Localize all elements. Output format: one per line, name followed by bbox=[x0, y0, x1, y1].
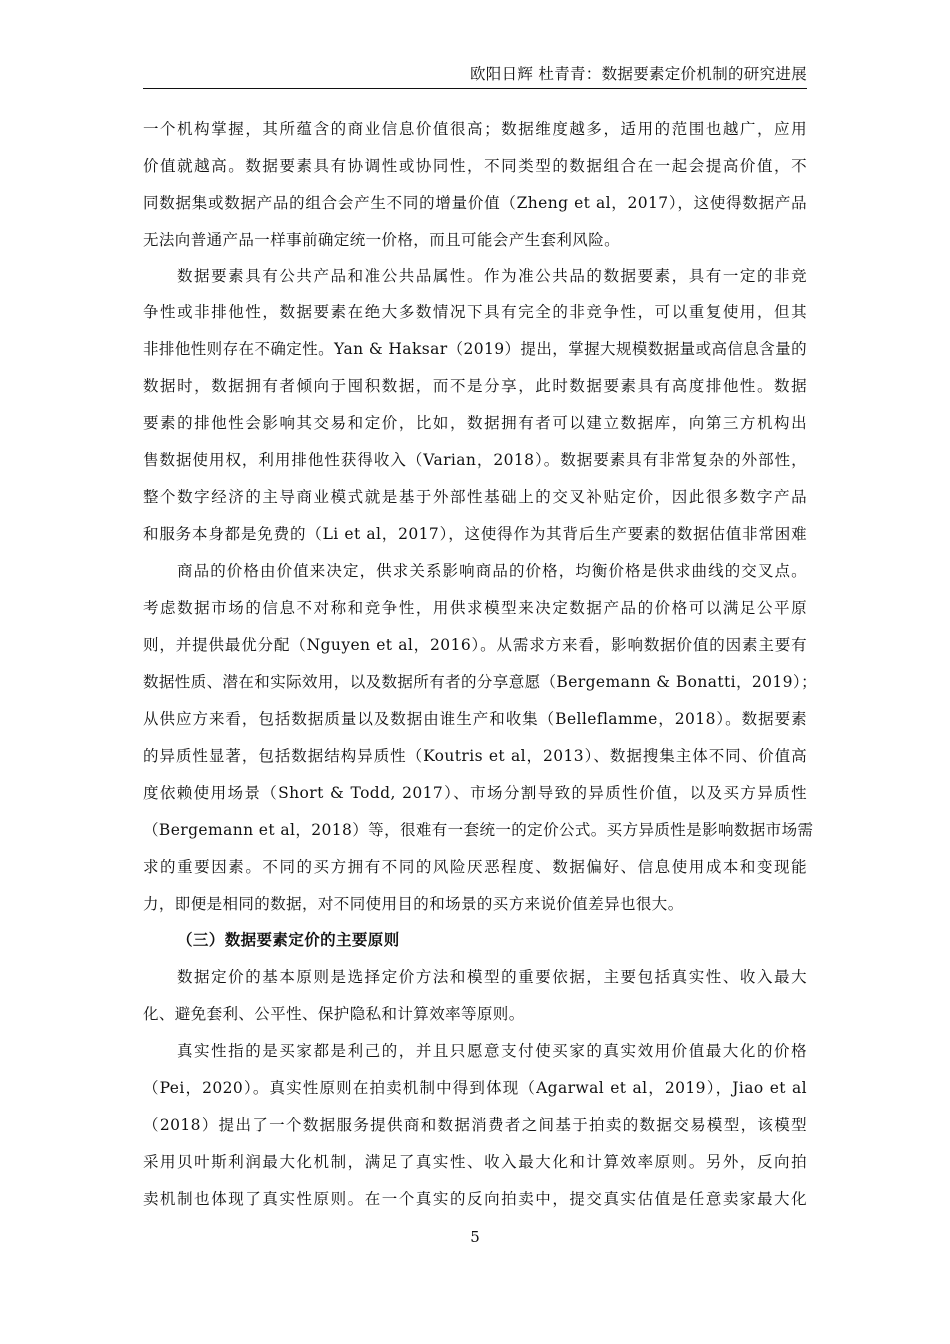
body-line: 售数据使用权，利用排他性获得收入（Varian，2018）。数据要素具有非常复杂的外部性， bbox=[143, 451, 807, 469]
body-line: （Bergemann et al，2018）等，很难有一套统一的定价公式。买方异质性是影响数据市场需 bbox=[143, 821, 814, 839]
body-line: 商品的价格由价值来决定，供求关系影响商品的价格，均衡价格是供求曲线的交叉点。 bbox=[177, 562, 807, 580]
body-line: 化、避免套利、公平性、保护隐私和计算效率等原则。 bbox=[143, 1005, 525, 1023]
body-line: 数据性质、潜在和实际效用，以及数据所有者的分享意愿（Bergemann & Bonatti，2019）； bbox=[143, 673, 817, 691]
body-line: 则，并提供最优分配（Nguyen et al，2016）。从需求方来看，影响数据价值的因素主要有 bbox=[143, 636, 807, 654]
body-line: 数据定价的基本原则是选择定价方法和模型的重要依据，主要包括真实性、收入最大 bbox=[177, 968, 807, 986]
body-line: 真实性指的是买家都是利己的，并且只愿意支付使买家的真实效用价值最大化的价格 bbox=[177, 1042, 807, 1060]
running-header: 欧阳日辉 杜青青：数据要素定价机制的研究进展 bbox=[469, 65, 807, 83]
body-line: 整个数字经济的主导商业模式就是基于外部性基础上的交叉补贴定价，因此很多数字产品 bbox=[143, 488, 807, 506]
body-line: 数据时，数据拥有者倾向于囤积数据，而不是分享，此时数据要素具有高度排他性。数据 bbox=[143, 377, 807, 395]
body-line: 价值就越高。数据要素具有协调性或协同性，不同类型的数据组合在一起会提高价值，不 bbox=[143, 157, 807, 175]
body-line: 非排他性则存在不确定性。Yan & Haksar（2019）提出，掌握大规模数据量或高信息含量的 bbox=[143, 340, 807, 358]
body-line: （2018）提出了一个数据服务提供商和数据消费者之间基于拍卖的数据交易模型，该模型 bbox=[143, 1116, 807, 1134]
body-line: 无法向普通产品一样事前确定统一价格，而且可能会产生套利风险。 bbox=[143, 231, 621, 249]
body-line: 和服务本身都是免费的（Li et al，2017），这使得作为其背后生产要素的数据估值非常困难 bbox=[143, 525, 807, 543]
body-line: 采用贝叶斯利润最大化机制，满足了真实性、收入最大化和计算效率原则。另外，反向拍 bbox=[143, 1153, 807, 1171]
body-line: 争性或非排他性，数据要素在绝大多数情况下具有完全的非竞争性，可以重复使用，但其 bbox=[143, 303, 807, 321]
body-line: 考虑数据市场的信息不对称和竞争性，用供求模型来决定数据产品的价格可以满足公平原 bbox=[143, 599, 807, 617]
body-line: 从供应方来看，包括数据质量以及数据由谁生产和收集（Belleflamme，2018）。数据要素 bbox=[143, 710, 807, 728]
body-line: 同数据集或数据产品的组合会产生不同的增量价值（Zheng et al，2017），这使得数据产品 bbox=[143, 194, 807, 212]
header-rule bbox=[143, 88, 807, 89]
body-line: 力，即便是相同的数据，对不同使用目的和场景的买方来说价值差异也很大。 bbox=[143, 895, 684, 913]
page-number: 5 bbox=[470, 1228, 480, 1246]
body-line: 的异质性显著，包括数据结构异质性（Koutris et al，2013）、数据搜集主体不同、价值高 bbox=[143, 747, 807, 765]
section-heading: （三）数据要素定价的主要原则 bbox=[177, 930, 400, 949]
body-line: 度依赖使用场景（Short & Todd, 2017）、市场分割导致的异质性价值，以及买方异质性 bbox=[143, 784, 807, 802]
body-line: 一个机构掌握，其所蕴含的商业信息价值很高；数据维度越多，适用的范围也越广，应用 bbox=[143, 120, 807, 138]
body-line: 卖机制也体现了真实性原则。在一个真实的反向拍卖中，提交真实估值是任意卖家最大化 bbox=[143, 1190, 807, 1208]
body-line: 求的重要因素。不同的买方拥有不同的风险厌恶程度、数据偏好、信息使用成本和变现能 bbox=[143, 858, 807, 876]
body-line: 要素的排他性会影响其交易和定价，比如，数据拥有者可以建立数据库，向第三方机构出 bbox=[143, 414, 807, 432]
body-line: （Pei，2020）。真实性原则在拍卖机制中得到体现（Agarwal et al，2019），Jiao et al bbox=[143, 1079, 807, 1097]
body-line: 数据要素具有公共产品和准公共品属性。作为准公共品的数据要素，具有一定的非竞 bbox=[177, 267, 807, 285]
